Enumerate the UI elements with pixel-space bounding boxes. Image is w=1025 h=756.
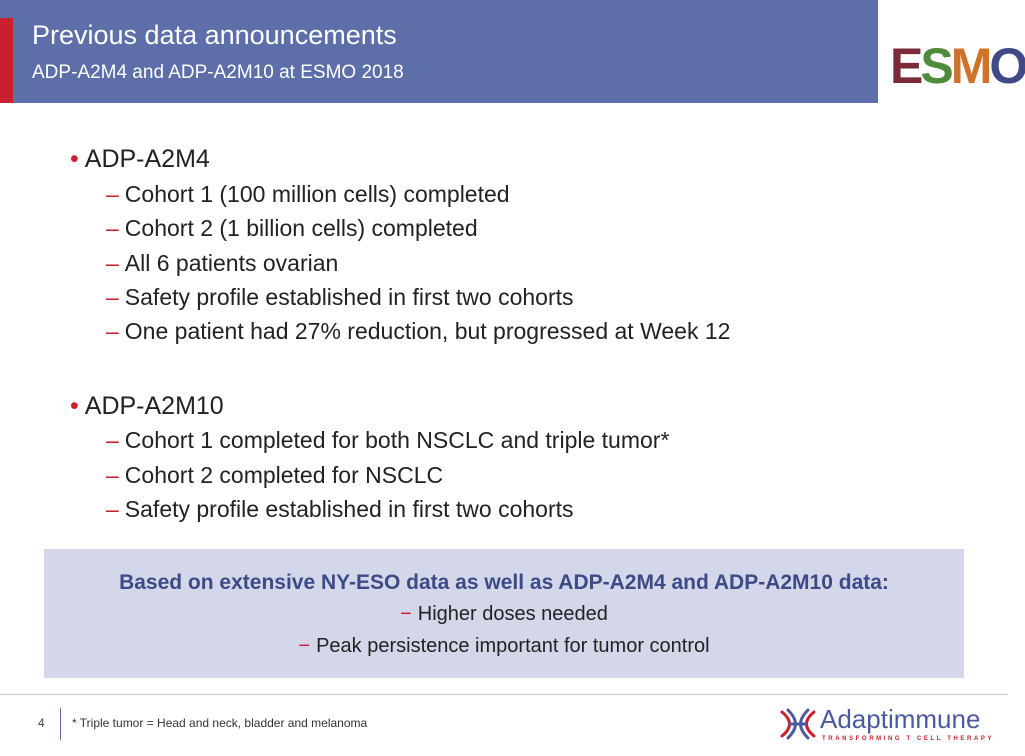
esmo-logo-letter: M	[950, 38, 990, 94]
sub-item-label: Cohort 2 (1 billion cells) completed	[124, 215, 478, 241]
sub-item: – One patient had 27% reduction, but progressed at Week 12	[106, 318, 731, 344]
callout-point: − Peak persistence important for tumor control	[298, 635, 710, 657]
sub-item-label: Cohort 1 (100 million cells) completed	[124, 181, 510, 207]
adaptimmune-wordmark: Adaptimmune	[820, 704, 981, 734]
footer-divider	[0, 694, 1008, 695]
callout-point-label: Peak persistence important for tumor control	[316, 635, 710, 657]
sub-item: – Safety profile established in first two cohorts	[106, 284, 574, 310]
bullet-label: ADP-A2M10	[84, 392, 224, 420]
sub-item-label: All 6 patients ovarian	[124, 250, 339, 276]
callout-point: − Higher doses needed	[400, 603, 608, 625]
bullet-label: ADP-A2M4	[84, 145, 210, 173]
adaptimmune-tagline: TRANSFORMING T CELL THERAPY	[822, 736, 995, 742]
sub-item: – Cohort 2 completed for NSCLC	[106, 462, 444, 488]
sub-item: – All 6 patients ovarian	[106, 250, 339, 276]
esmo-logo-letter: E	[890, 38, 921, 94]
footnote: * Triple tumor = Head and neck, bladder and melanoma	[72, 716, 368, 730]
bullet-item	[70, 392, 224, 421]
slide-subtitle: ADP-A2M4 and ADP-A2M10 at ESMO 2018	[32, 62, 404, 83]
sub-item-label: Safety profile established in first two cohorts	[124, 284, 574, 310]
callout-point-label: Higher doses needed	[417, 603, 608, 625]
bullet-dot: •	[70, 145, 79, 173]
page-number: 4	[38, 716, 45, 730]
footer-separator	[60, 708, 61, 740]
header-accent-bar	[0, 18, 13, 103]
sub-item: – Cohort 1 (100 million cells) completed	[106, 181, 510, 207]
sub-item: – Safety profile established in first two cohorts	[106, 496, 574, 522]
sub-item-label: Cohort 1 completed for both NSCLC and triple tumor*	[124, 427, 670, 453]
adaptimmune-logo-icon	[778, 706, 818, 742]
sub-item: – Cohort 1 completed for both NSCLC and triple tumor*	[106, 427, 670, 453]
sub-item-label: Safety profile established in first two cohorts	[124, 496, 574, 522]
bullet-item	[70, 145, 210, 174]
adaptimmune-logo	[778, 700, 1000, 750]
esmo-logo-letter: S	[920, 38, 951, 94]
slide-title: Previous data announcements	[32, 20, 397, 50]
callout-headline: Based on extensive NY-ESO data as well as ADP-A2M4 and ADP-A2M10 data:	[119, 571, 889, 594]
sub-item: – Cohort 2 (1 billion cells) completed	[106, 215, 478, 241]
bullet-dot: •	[70, 392, 79, 420]
slide-header	[0, 0, 878, 103]
sub-item-label: Cohort 2 completed for NSCLC	[124, 462, 444, 488]
sub-item-label: One patient had 27% reduction, but progressed at Week 12	[124, 318, 731, 344]
esmo-logo-letter: O	[989, 38, 1025, 94]
esmo-logo	[890, 38, 1025, 94]
callout-box	[44, 549, 964, 678]
